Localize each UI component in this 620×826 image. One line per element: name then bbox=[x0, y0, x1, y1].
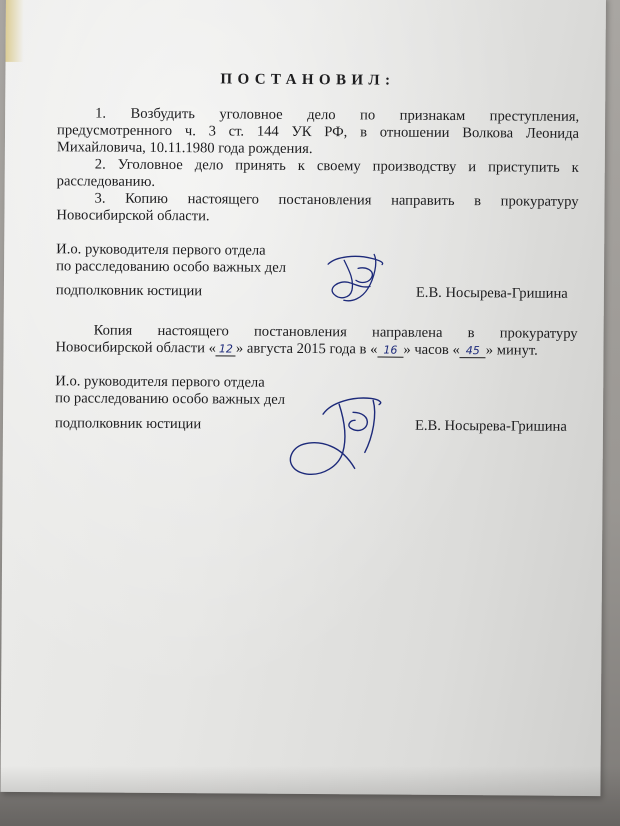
copy-note-hours-word: » часов « bbox=[403, 341, 460, 359]
item-3-line-1: 3. Копию настоящего постановления направить в прокуратуру bbox=[94, 190, 579, 210]
copy-note-minute: 45 bbox=[460, 344, 486, 358]
copy-note-hour: 16 bbox=[377, 344, 403, 358]
signer-2-position-line-1: И.о. руководителя первого отдела bbox=[55, 373, 265, 391]
paper-edge-stain bbox=[6, 0, 24, 62]
signer-2-name: Е.В. Носырева-Гришина bbox=[414, 417, 567, 435]
signature-2-icon bbox=[283, 392, 394, 483]
document-title: ПОСТАНОВИЛ: bbox=[220, 71, 396, 89]
copy-note-prefix: Новосибирской области « bbox=[55, 339, 217, 357]
signer-1-position-line-2: по расследованию особо важных дел bbox=[56, 258, 287, 276]
signer-1-position-line-1: И.о. руководителя первого отдела bbox=[56, 241, 266, 259]
copy-note-line-2 bbox=[55, 339, 537, 359]
item-1-line-3: Михайловича, 10.11.1980 года рождения. bbox=[56, 139, 313, 158]
copy-note-minutes-word: » минут. bbox=[485, 342, 538, 359]
signer-1-rank: подполковник юстиции bbox=[55, 282, 203, 300]
item-1-line-2: предусмотренного ч. 3 ст. 144 УК РФ, в отношении Волкова Леонида bbox=[56, 122, 580, 142]
item-2-line-1: 2. Уголовное дело принять к своему производству и приступить к bbox=[94, 156, 579, 176]
item-1-line-1: 1. Возбудить уголовное дело по признакам преступления, bbox=[95, 105, 580, 125]
item-3-line-2: Новосибирской области. bbox=[56, 207, 210, 225]
copy-note-day: 12 bbox=[216, 342, 236, 356]
signer-2-rank: подполковник юстиции bbox=[54, 415, 202, 433]
copy-note-month-year: » августа 2015 года в « bbox=[235, 340, 378, 358]
signer-1-name: Е.В. Носырева-Гришина bbox=[415, 284, 568, 302]
signature-1-icon bbox=[314, 250, 394, 307]
signer-2-position-line-2: по расследованию особо важных дел bbox=[55, 390, 286, 408]
copy-note-line-1: Копия настоящего постановления направлена в прокуратуру bbox=[93, 322, 578, 342]
item-2-line-2: расследованию. bbox=[56, 173, 156, 190]
